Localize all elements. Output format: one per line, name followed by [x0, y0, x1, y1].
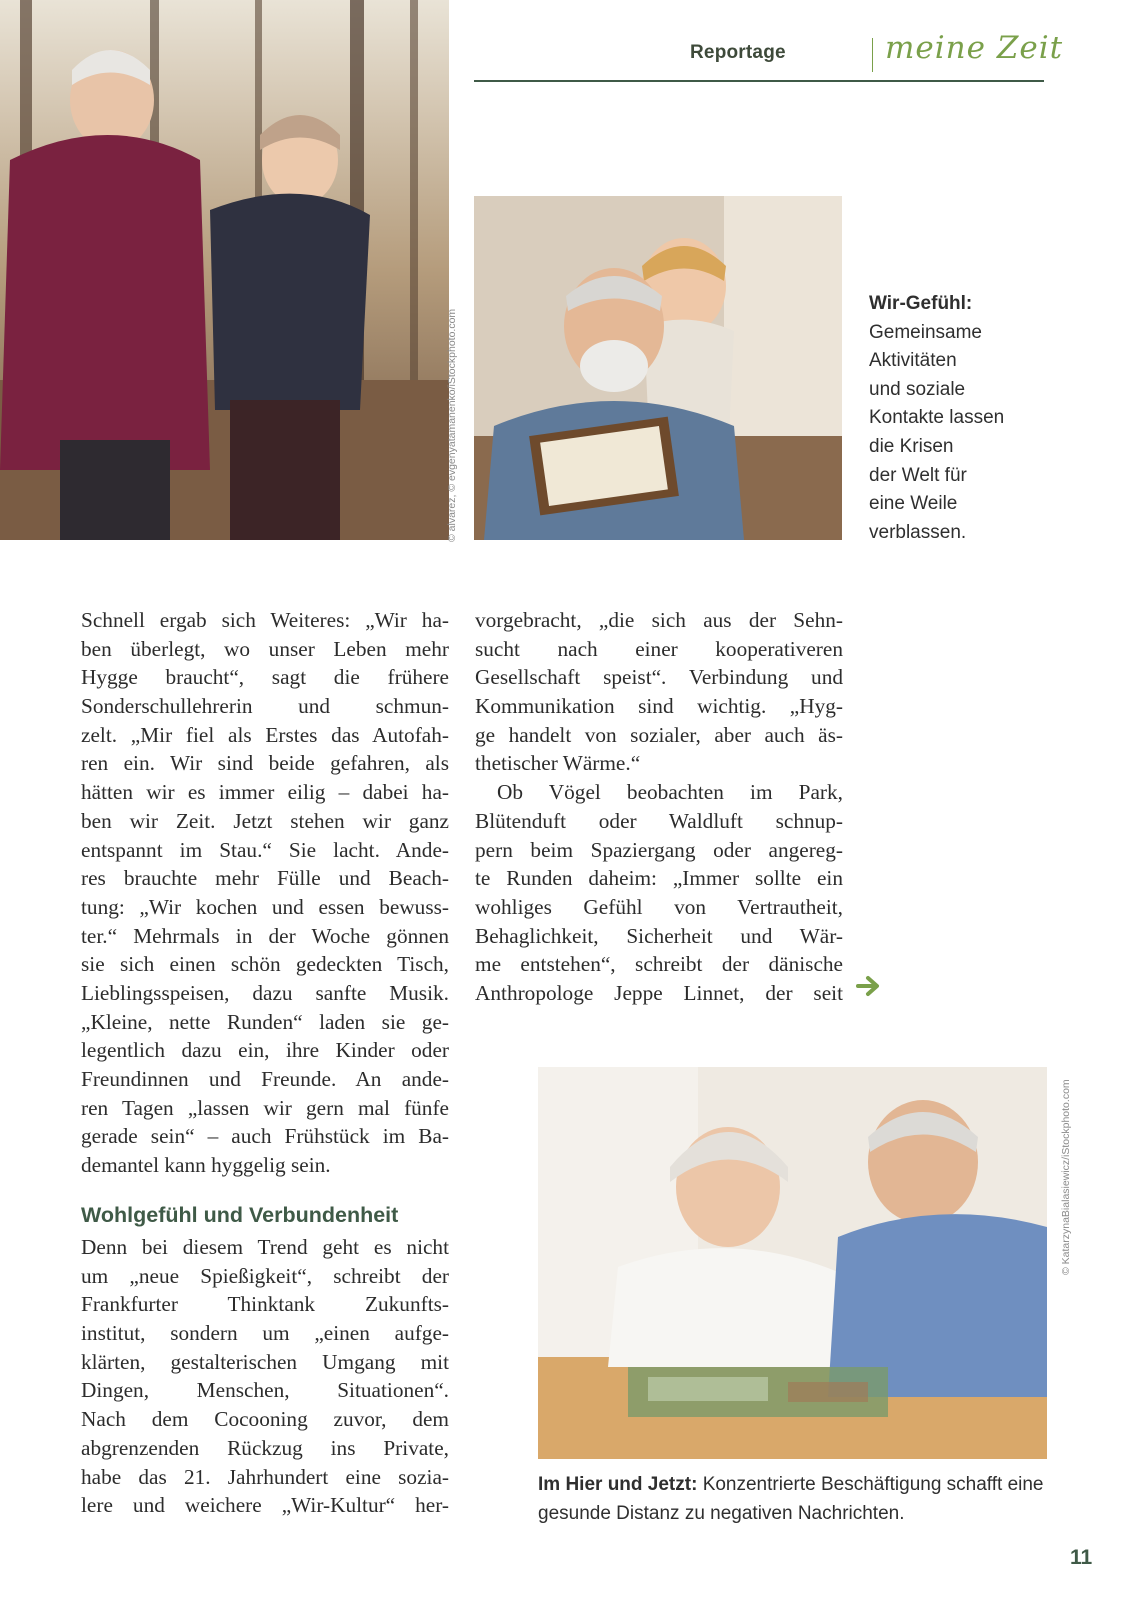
text-line: klärten, gestalterischen Umgang mit: [81, 1349, 449, 1374]
body-column-1-continued: [81, 1233, 449, 1520]
text-line: vorgebracht, „die sich aus der Sehn-: [475, 608, 843, 632]
caption-bottom: [538, 1470, 1058, 1528]
text-line: Dingen, Menschen, Situationen“.: [81, 1378, 449, 1403]
text-line: Blütenduft oder Waldluft schnup-: [475, 808, 843, 833]
header-separator: [872, 38, 873, 72]
text-line: res brauchte mehr Fülle und Beach-: [81, 866, 449, 891]
text-line: thetischer Wärme.“: [475, 751, 641, 776]
caption-top-line: und soziale: [869, 378, 966, 400]
photo-credit-top: © alvarez, © evgenyatamanenko/iStockphoto.com: [446, 308, 458, 542]
text-line: Anthropologe Jeppe Linnet, der seit: [475, 980, 843, 1005]
caption-top: [869, 290, 1069, 547]
text-line: pern beim Spaziergang oder angereg-: [475, 837, 843, 862]
text-line: Kommunikation sind wichtig. „Hyg-: [475, 694, 843, 719]
text-line: Freundinnen und Freunde. An ande-: [81, 1067, 449, 1091]
section-label: Reportage: [690, 42, 786, 63]
caption-top-line: Gemeinsame: [869, 321, 982, 343]
text-line: ben wir Zeit. Jetzt stehen wir ganz: [81, 808, 449, 833]
text-line: um „neue Spießigkeit“, schreibt der: [81, 1263, 449, 1288]
text-line: Schnell ergab sich Weiteres: „Wir ha-: [81, 608, 449, 632]
photo-couple-walking: [0, 0, 449, 540]
text-line: entspannt im Stau.“ Sie lacht. Ande-: [81, 837, 449, 862]
text-line: demantel kann hyggelig sein.: [81, 1153, 331, 1178]
text-line: tung: „Wir kochen und essen bewuss-: [81, 894, 449, 919]
caption-top-line: der Welt für: [869, 464, 967, 486]
text-line: Denn bei diesem Trend geht es nicht: [81, 1235, 449, 1259]
text-line: wohliges Gefühl von Vertrautheit,: [475, 894, 843, 919]
caption-top-line: eine Weile: [869, 493, 958, 515]
text-line: ge handelt von sozialer, aber auch äs-: [475, 722, 843, 747]
magazine-brand: meine Zeit: [885, 30, 1064, 66]
text-line: legentlich dazu ein, ihre Kinder oder: [81, 1038, 449, 1063]
text-line: Gesellschaft speist“. Verbindung und: [475, 665, 843, 690]
text-line: lere und weichere „Wir-Kultur“ her-: [81, 1493, 449, 1518]
caption-bottom-text: Konzentrierte Beschäftigung schafft eine gesunde Distanz zu negativen Nachrichten.: [538, 1474, 1044, 1524]
text-line: Hygge braucht“, sagt die frühere: [81, 665, 449, 690]
body-column-2: [475, 606, 843, 1008]
text-line: Behaglichkeit, Sicherheit und Wär-: [475, 923, 843, 948]
text-line: ren ein. Wir sind beide gefahren, als: [81, 751, 449, 776]
page-number: 11: [1070, 1546, 1093, 1569]
photo-couple-puzzle: [538, 1067, 1047, 1459]
text-line: Ob Vögel beobachten im Park,: [497, 780, 843, 805]
caption-bottom-title: Im Hier und Jetzt:: [538, 1474, 703, 1495]
subheading: Wohlgefühl und Verbundenheit: [81, 1203, 399, 1227]
text-line: gerade sein“ – auch Frühstück im Ba-: [81, 1124, 449, 1149]
text-line: hätten wir es immer eilig – dabei ha-: [81, 780, 449, 805]
text-line: sucht nach einer kooperativeren: [475, 636, 843, 661]
text-line: habe das 21. Jahrhundert eine sozia-: [81, 1464, 449, 1489]
caption-top-line: Kontakte lassen: [869, 407, 1005, 429]
caption-top-title: Wir-Gefühl:: [869, 293, 973, 314]
text-line: zelt. „Mir fiel als Erstes das Autofah-: [81, 722, 449, 747]
text-line: Frankfurter Thinktank Zukunfts-: [81, 1292, 449, 1317]
text-line: abgrenzenden Rückzug ins Private,: [81, 1435, 449, 1460]
text-line: ter.“ Mehrmals in der Woche gönnen: [81, 923, 449, 948]
caption-top-line: die Krisen: [869, 435, 954, 457]
header-rule: [474, 80, 1044, 82]
text-line: Lieblingsspeisen, dazu sanfte Musik.: [81, 980, 449, 1005]
caption-top-line: Aktivitäten: [869, 350, 957, 372]
text-line: Sonderschullehrerin und schmun-: [81, 694, 449, 719]
text-line: Nach dem Cocooning zuvor, dem: [81, 1407, 449, 1432]
text-line: institut, sondern um „einen aufge-: [81, 1321, 449, 1346]
photo-grandfather-reading: [474, 196, 842, 540]
caption-top-line: verblassen.: [869, 521, 967, 543]
text-line: sie sich einen schön gedeckten Tisch,: [81, 952, 449, 977]
photo-credit-bottom: © KatarzynaBialasiewicz/iStockphoto.com: [1060, 1079, 1072, 1275]
text-line: ren Tagen „lassen wir gern mal fünfe: [81, 1095, 449, 1120]
text-line: „Kleine, nette Runden“ laden sie ge-: [81, 1009, 449, 1034]
body-column-1: [81, 606, 449, 1180]
continue-arrow-icon: [856, 975, 882, 997]
text-line: ben überlegt, wo unser Leben mehr: [81, 636, 449, 661]
text-line: te Runden daheim: „Immer sollte ein: [475, 866, 843, 891]
text-line: me entstehen“, schreibt der dänische: [475, 952, 843, 977]
